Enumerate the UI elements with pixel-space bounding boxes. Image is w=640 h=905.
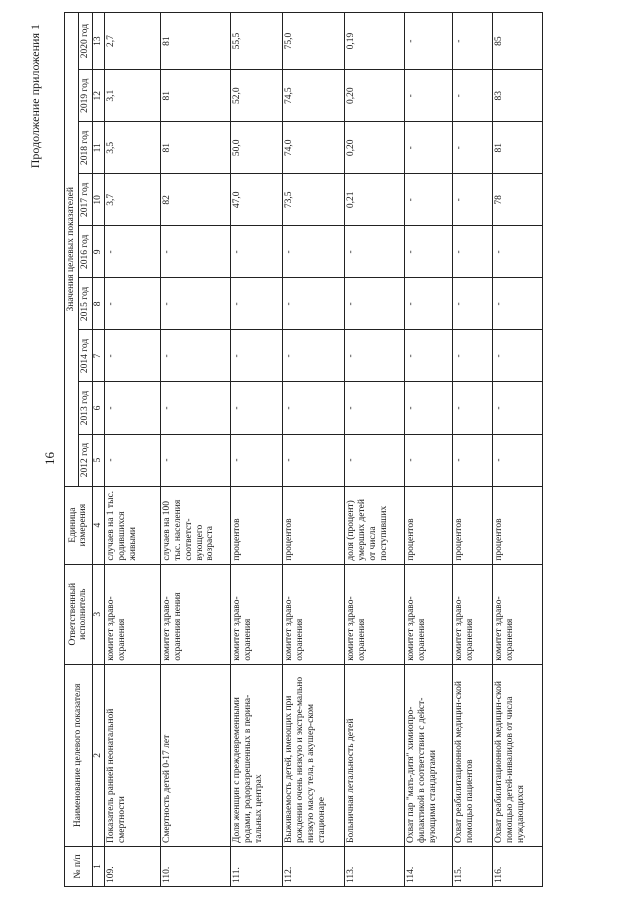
header-year: 2017 год <box>78 174 92 226</box>
table-row <box>452 13 492 887</box>
year-value-cell: - <box>452 434 492 486</box>
year-value-cell: - <box>282 226 344 278</box>
year-value-cell: - <box>404 122 452 174</box>
year-value-cell: 50,0 <box>230 122 282 174</box>
row-number: 113. <box>344 846 404 886</box>
year-value-cell: - <box>344 278 404 330</box>
year-value-cell: - <box>230 226 282 278</box>
unit-of-measure: доля (процент) умерших детей от числа поступивших <box>344 486 404 564</box>
table-row <box>104 13 160 887</box>
year-value-cell: 78 <box>492 174 542 226</box>
year-value-cell: 81 <box>160 122 230 174</box>
year-value-cell: - <box>452 278 492 330</box>
year-value-cell: - <box>452 226 492 278</box>
year-value-cell: 0,19 <box>344 13 404 70</box>
indicator-name: Охват реабилитационной медицин-ской помощью пациентов <box>452 664 492 846</box>
responsible-executor: комитет здраво-охранения <box>492 564 542 664</box>
year-value-cell: 75,0 <box>282 13 344 70</box>
year-value-cell: - <box>404 278 452 330</box>
year-value-cell: 81 <box>160 13 230 70</box>
header-unit: Единица измерения <box>65 486 93 564</box>
year-value-cell: - <box>230 434 282 486</box>
year-value-cell: 74,5 <box>282 70 344 122</box>
year-value-cell: - <box>404 226 452 278</box>
row-number: 116. <box>492 846 542 886</box>
indicator-name: Выживаемость детей, имеющих при рождении очень низкую и экстре-мально низкую массу тела, в акушер-ском стационаре <box>282 664 344 846</box>
indicator-name: Больничная летальность детей <box>344 664 404 846</box>
table-row <box>230 13 282 887</box>
year-value-cell: 47,0 <box>230 174 282 226</box>
column-index-cell: 4 <box>92 486 104 564</box>
year-value-cell: - <box>492 382 542 434</box>
year-value-cell: - <box>104 226 160 278</box>
indicators-table <box>64 12 543 887</box>
year-value-cell: - <box>492 434 542 486</box>
responsible-executor: комитет здраво-охранения нения <box>160 564 230 664</box>
row-number: 111. <box>230 846 282 886</box>
indicator-name: Показатель ранней неонатальной смертности <box>104 664 160 846</box>
year-value-cell: 2,7 <box>104 13 160 70</box>
year-value-cell: - <box>492 330 542 382</box>
year-value-cell: - <box>160 434 230 486</box>
responsible-executor: комитет здраво-охранения <box>404 564 452 664</box>
column-index-cell: 8 <box>92 278 104 330</box>
appendix-subtitle: Продолжение приложения 1 <box>28 24 42 169</box>
table-body <box>104 13 542 887</box>
year-value-cell: - <box>452 382 492 434</box>
year-value-cell: - <box>104 278 160 330</box>
responsible-executor: комитет здраво-охранения <box>230 564 282 664</box>
year-value-cell: - <box>230 330 282 382</box>
year-value-cell: - <box>452 122 492 174</box>
year-value-cell: 82 <box>160 174 230 226</box>
year-value-cell: - <box>452 174 492 226</box>
column-index-cell: 3 <box>92 564 104 664</box>
year-value-cell: - <box>104 382 160 434</box>
year-value-cell: 3,1 <box>104 70 160 122</box>
year-value-cell: - <box>452 330 492 382</box>
year-value-cell: - <box>344 434 404 486</box>
year-value-cell: - <box>452 13 492 70</box>
year-value-cell: - <box>282 434 344 486</box>
header-year: 2018 год <box>78 122 92 174</box>
column-index-cell: 7 <box>92 330 104 382</box>
responsible-executor: комитет здраво-охранения <box>104 564 160 664</box>
unit-of-measure: процентов <box>282 486 344 564</box>
year-value-cell: - <box>404 330 452 382</box>
header-year: 2012 год <box>78 434 92 486</box>
year-value-cell: - <box>230 278 282 330</box>
header-executor: Ответственный исполнитель <box>65 564 93 664</box>
header-name: Наименование целевого показателя <box>65 664 93 846</box>
column-index-cell: 1 <box>92 846 104 886</box>
column-index-cell: 2 <box>92 664 104 846</box>
indicator-name: Смертность детей 0-17 лет <box>160 664 230 846</box>
year-value-cell: 0,20 <box>344 70 404 122</box>
year-value-cell: 73,5 <box>282 174 344 226</box>
header-year: 2019 год <box>78 70 92 122</box>
unit-of-measure: случаев на 1 тыс. родившихся живыми <box>104 486 160 564</box>
unit-of-measure: процентов <box>492 486 542 564</box>
header-year: 2014 год <box>78 330 92 382</box>
responsible-executor: комитет здраво-охранения <box>282 564 344 664</box>
year-value-cell: - <box>404 434 452 486</box>
row-number: 110. <box>160 846 230 886</box>
table-row <box>404 13 452 887</box>
year-value-cell: - <box>104 330 160 382</box>
year-value-cell: 52,0 <box>230 70 282 122</box>
year-value-cell: 83 <box>492 70 542 122</box>
column-index-cell: 12 <box>92 70 104 122</box>
year-value-cell: - <box>404 382 452 434</box>
column-index-cell: 5 <box>92 434 104 486</box>
column-index-row <box>92 13 104 887</box>
year-value-cell: - <box>344 382 404 434</box>
header-year: 2020 год <box>78 13 92 70</box>
year-value-cell: - <box>160 226 230 278</box>
year-value-cell: 0,21 <box>344 174 404 226</box>
unit-of-measure: случаев на 100 тыс. населения соответст-вующего возраста <box>160 486 230 564</box>
year-value-cell: - <box>160 278 230 330</box>
header-year: 2013 год <box>78 382 92 434</box>
page-number: 16 <box>42 452 57 465</box>
unit-of-measure: процентов <box>230 486 282 564</box>
year-value-cell: 74,0 <box>282 122 344 174</box>
year-value-cell: - <box>452 70 492 122</box>
header-year: 2016 год <box>78 226 92 278</box>
year-value-cell: 3,7 <box>104 174 160 226</box>
column-index-cell: 11 <box>92 122 104 174</box>
year-value-cell: - <box>492 226 542 278</box>
year-value-cell: - <box>344 226 404 278</box>
year-value-cell: - <box>104 434 160 486</box>
indicator-name: Охват пар "мать-дитя" химиопро-филактикой в соответствии с дейст-вующими стандартами <box>404 664 452 846</box>
responsible-executor: комитет здраво-охранения <box>344 564 404 664</box>
column-index-cell: 10 <box>92 174 104 226</box>
row-number: 112. <box>282 846 344 886</box>
year-value-cell: 81 <box>160 70 230 122</box>
table-row <box>160 13 230 887</box>
responsible-executor: комитет здраво-охранения <box>452 564 492 664</box>
column-index-cell: 13 <box>92 13 104 70</box>
year-value-cell: 81 <box>492 122 542 174</box>
year-value-cell: 85 <box>492 13 542 70</box>
row-number: 114. <box>404 846 452 886</box>
year-value-cell: 0,20 <box>344 122 404 174</box>
year-value-cell: - <box>282 382 344 434</box>
year-value-cell: - <box>230 382 282 434</box>
year-value-cell: 3,5 <box>104 122 160 174</box>
table-row <box>344 13 404 887</box>
table-row <box>282 13 344 887</box>
indicator-name: Охват реабилитационной медицин-ской помощью детей-инвалидов от числа нуждающихся <box>492 664 542 846</box>
row-number: 115. <box>452 846 492 886</box>
unit-of-measure: процентов <box>452 486 492 564</box>
header-no: № п/п <box>65 846 93 886</box>
year-value-cell: - <box>404 70 452 122</box>
year-value-cell: - <box>282 330 344 382</box>
year-value-cell: 55,5 <box>230 13 282 70</box>
year-value-cell: - <box>404 13 452 70</box>
year-value-cell: - <box>160 382 230 434</box>
table-row <box>492 13 542 887</box>
unit-of-measure: процентов <box>404 486 452 564</box>
header-values-group: Значения целевых показателей <box>65 13 79 487</box>
row-number: 109. <box>104 846 160 886</box>
year-value-cell: - <box>160 330 230 382</box>
header-year: 2015 год <box>78 278 92 330</box>
year-value-cell: - <box>282 278 344 330</box>
year-value-cell: - <box>344 330 404 382</box>
column-index-cell: 6 <box>92 382 104 434</box>
indicator-name: Доля женщин с преждевременными родами, родоразрешенных в перина-тальных центрах <box>230 664 282 846</box>
year-value-cell: - <box>404 174 452 226</box>
column-index-cell: 9 <box>92 226 104 278</box>
year-value-cell: - <box>492 278 542 330</box>
